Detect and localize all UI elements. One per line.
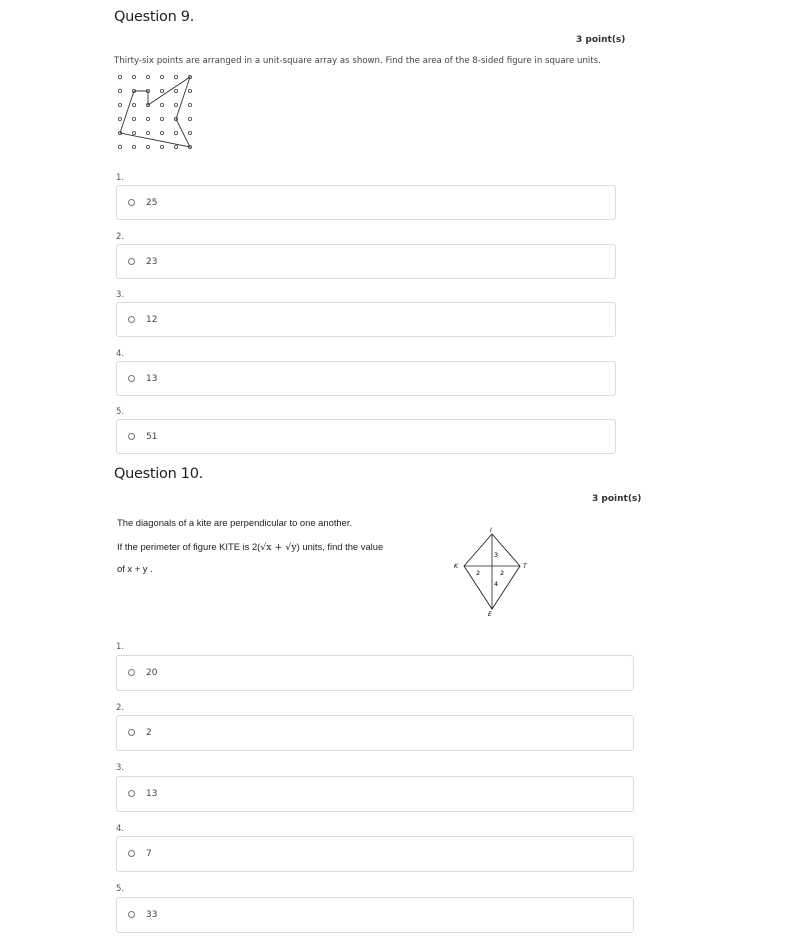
q10-option-2-label: 2 [146,728,152,738]
q10-option-2[interactable] [116,715,634,751]
q10-option-4-label: 7 [146,849,152,859]
q9-option-5-number: 5. [116,407,125,417]
radio-icon[interactable] [128,850,135,857]
radio-icon[interactable] [128,790,135,797]
radio-icon[interactable] [128,911,135,918]
segment-bottom-label: 4 [494,580,499,588]
q9-option-4-label: 13 [146,373,158,384]
q10-option-2-number: 2. [116,703,125,713]
q9-option-4-number: 4. [116,349,125,359]
q10-option-3-number: 3. [116,763,125,773]
q10-option-1[interactable] [116,655,634,691]
eight-sided-figure [120,77,190,147]
q9-option-3-number: 3. [116,290,125,300]
q9-points: 3 point(s) [576,35,626,45]
vertex-t-label: T [523,563,527,570]
q9-option-1-number: 1. [116,173,125,183]
q10-option-1-number: 1. [116,642,125,652]
q10-option-4-number: 4. [116,824,125,834]
grid-dots [118,75,191,148]
q9-option-2-number: 2. [116,232,125,242]
q10-option-3[interactable] [116,776,634,812]
radio-icon[interactable] [128,199,135,206]
q9-option-1-label: 25 [146,197,158,208]
q10-title: Question 10. [114,466,203,482]
q10-option-5-label: 33 [146,910,158,920]
radio-icon[interactable] [128,729,135,736]
q10-option-5[interactable] [116,897,634,933]
segment-top-label: 3 [494,551,499,559]
q10-prompt-line1: The diagonals of a kite are perpendicular to one another. [117,517,353,528]
q10-option-5-number: 5. [116,884,125,894]
q9-option-5[interactable] [116,419,616,454]
q10-prompt-line2-pre: If the perimeter of figure KITE is 2( [117,541,261,552]
radio-icon[interactable] [128,375,135,382]
segment-left-label: 2 [476,569,481,577]
q9-option-2-label: 23 [146,256,158,267]
q10-option-4[interactable] [116,836,634,872]
radio-icon[interactable] [128,433,135,440]
q9-option-2[interactable] [116,244,616,279]
q10-prompt-line3: of x + y . [117,563,153,574]
radio-icon[interactable] [128,316,135,323]
segment-right-label: 2 [500,569,505,577]
q9-option-3[interactable] [116,302,616,337]
dot-grid-figure [113,70,197,154]
q10-option-3-label: 13 [146,789,158,799]
q10-prompt-line2-post: ) units, find the value [296,541,384,552]
q10-prompt-line2 [117,541,383,553]
kite-diagram [450,524,534,618]
vertex-k-label: K [454,563,458,570]
radio-icon[interactable] [128,258,135,265]
q9-prompt: Thirty-six points are arranged in a unit-square array as shown. Find the area of the 8-sided figure in square units. [114,56,601,66]
q9-option-5-label: 51 [146,431,158,442]
q9-option-1[interactable] [116,185,616,220]
vertex-e-label: E [488,611,492,618]
q9-title: Question 9. [114,9,194,25]
q9-option-4[interactable] [116,361,616,396]
q9-option-3-label: 12 [146,314,158,325]
radio-icon[interactable] [128,669,135,676]
q10-option-1-label: 20 [146,668,158,678]
q10-points: 3 point(s) [592,494,642,504]
q10-perimeter-expression: √x + √y [260,542,297,553]
vertex-i-label: I [490,527,492,534]
